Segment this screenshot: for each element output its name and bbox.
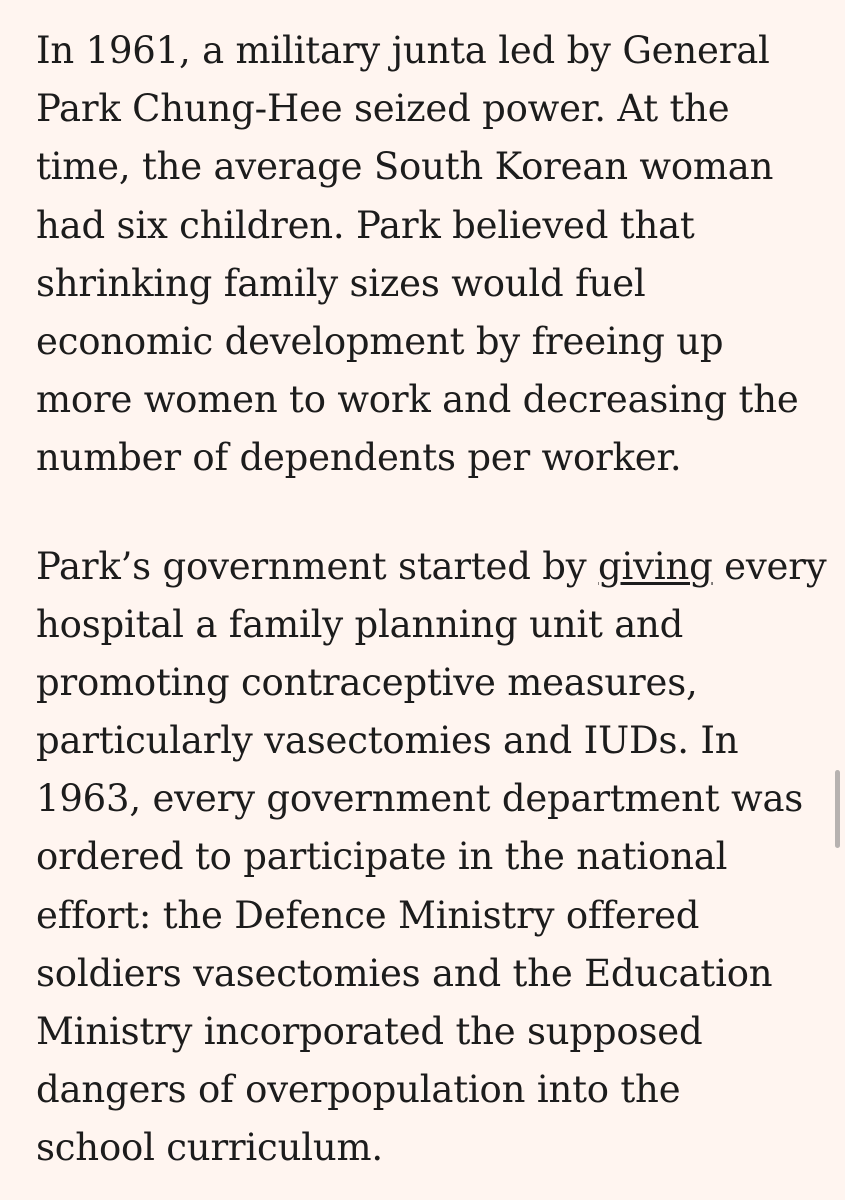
text-line: shrinking family sizes would fuel <box>36 261 646 305</box>
text-line: 1963, every government department was <box>36 777 804 821</box>
text-line: soldiers vasectomies and the Education <box>36 951 773 995</box>
paragraph-1 <box>36 22 826 488</box>
paragraph-spacer <box>36 488 826 538</box>
text-line: particularly vasectomies and IUDs. In <box>36 719 739 763</box>
giving-link[interactable]: giving <box>598 544 713 588</box>
text-line: promoting contraceptive measures, <box>36 660 698 704</box>
text-line-with-link <box>36 538 826 596</box>
text-line: In 1961, a military junta led by General <box>36 29 770 72</box>
article-body <box>36 22 826 1178</box>
text-segment: every <box>712 544 827 588</box>
text-line: more women to work and decreasing the <box>36 378 799 422</box>
paragraph-2 <box>36 538 826 1178</box>
text-line: number of dependents per worker. <box>36 436 682 480</box>
text-line: time, the average South Korean woman <box>36 145 774 189</box>
text-line: school curriculum. <box>36 1126 383 1170</box>
text-line: Ministry incorporated the supposed <box>36 1010 703 1053</box>
scrollbar-thumb[interactable] <box>835 770 840 848</box>
text-segment: Park’s government started by <box>36 544 598 588</box>
text-line: economic development by freeing up <box>36 319 724 363</box>
text-line: ordered to participate in the national <box>36 835 728 879</box>
text-line: had six children. Park believed that <box>36 203 695 247</box>
text-line: Park Chung-Hee seized power. At the <box>36 87 730 131</box>
text-line: effort: the Defence Ministry offered <box>36 893 700 937</box>
text-line: dangers of overpopulation into the <box>36 1068 681 1112</box>
text-line: hospital a family planning unit and <box>36 602 684 646</box>
